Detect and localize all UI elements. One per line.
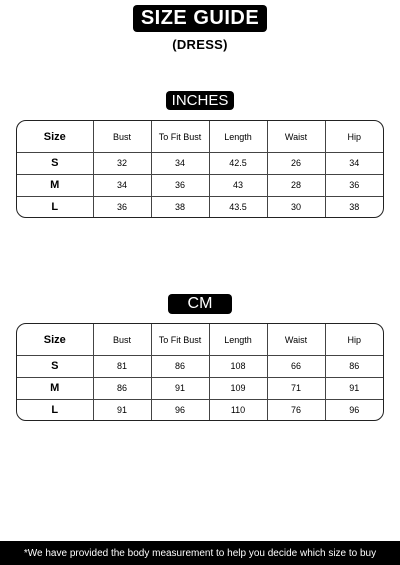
table-row: [17, 399, 383, 420]
measurement-cell: 109: [209, 377, 267, 399]
page-subtitle: (DRESS): [172, 37, 228, 52]
size-cell: S: [17, 153, 93, 175]
measurement-cell: 28: [267, 174, 325, 196]
column-header: To Fit Bust: [151, 324, 209, 356]
column-header: Size: [17, 121, 93, 153]
column-header: Length: [209, 121, 267, 153]
column-header: Waist: [267, 121, 325, 153]
cm-size-table: [16, 323, 384, 421]
measurement-cell: 86: [151, 356, 209, 378]
size-cell: M: [17, 174, 93, 196]
measurement-cell: 36: [325, 174, 383, 196]
inches-size-table: [16, 120, 384, 218]
measurement-cell: 86: [325, 356, 383, 378]
measurement-cell: 38: [325, 196, 383, 217]
size-cell: M: [17, 377, 93, 399]
column-header: Size: [17, 324, 93, 356]
measurement-cell: 43.5: [209, 196, 267, 217]
measurement-cell: 36: [93, 196, 151, 217]
column-header: Length: [209, 324, 267, 356]
table-row: [17, 377, 383, 399]
measurement-cell: 91: [93, 399, 151, 420]
measurement-cell: 38: [151, 196, 209, 217]
measurement-cell: 71: [267, 377, 325, 399]
measurement-cell: 108: [209, 356, 267, 378]
column-header: Hip: [325, 324, 383, 356]
measurement-cell: 81: [93, 356, 151, 378]
measurement-cell: 86: [93, 377, 151, 399]
measurement-cell: 34: [93, 174, 151, 196]
column-header: To Fit Bust: [151, 121, 209, 153]
inches-section-label: INCHES: [166, 91, 234, 110]
measurement-cell: 36: [151, 174, 209, 196]
measurement-cell: 32: [93, 153, 151, 175]
table-row: [17, 174, 383, 196]
measurement-cell: 91: [151, 377, 209, 399]
measurement-cell: 34: [325, 153, 383, 175]
table-row: [17, 356, 383, 378]
measurement-cell: 26: [267, 153, 325, 175]
size-cell: L: [17, 399, 93, 420]
measurement-cell: 110: [209, 399, 267, 420]
size-cell: L: [17, 196, 93, 217]
table-row: [17, 153, 383, 175]
page-title: SIZE GUIDE: [133, 5, 267, 32]
table-row: [17, 196, 383, 217]
table-header-row: [17, 121, 383, 153]
column-header: Bust: [93, 324, 151, 356]
footer-note: *We have provided the body measurement to help you decide which size to buy: [0, 541, 400, 565]
column-header: Bust: [93, 121, 151, 153]
column-header: Waist: [267, 324, 325, 356]
column-header: Hip: [325, 121, 383, 153]
table-header-row: [17, 324, 383, 356]
measurement-cell: 43: [209, 174, 267, 196]
measurement-cell: 66: [267, 356, 325, 378]
measurement-cell: 96: [325, 399, 383, 420]
measurement-cell: 96: [151, 399, 209, 420]
measurement-cell: 42.5: [209, 153, 267, 175]
cm-section-label: CM: [168, 294, 232, 314]
measurement-cell: 76: [267, 399, 325, 420]
measurement-cell: 91: [325, 377, 383, 399]
size-cell: S: [17, 356, 93, 378]
measurement-cell: 34: [151, 153, 209, 175]
measurement-cell: 30: [267, 196, 325, 217]
